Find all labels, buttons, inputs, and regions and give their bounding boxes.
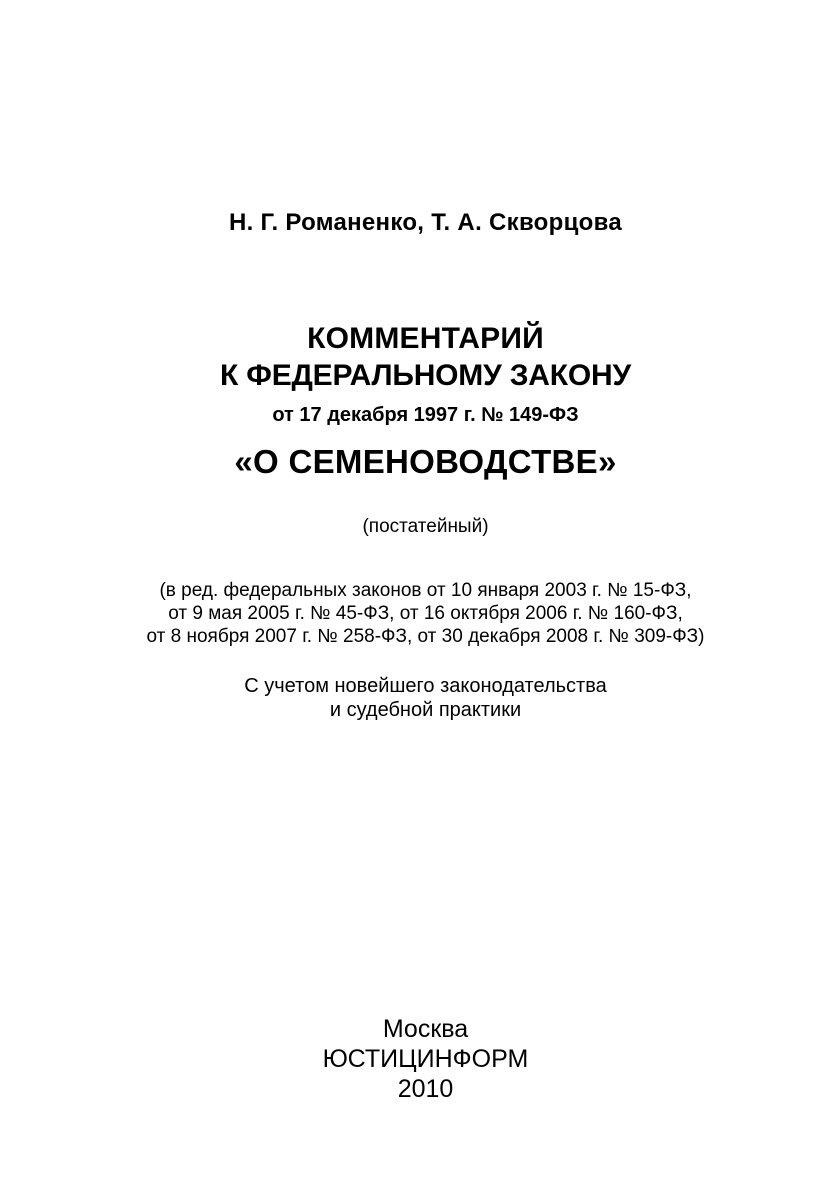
law-date: от 17 декабря 1997 г. № 149-ФЗ: [272, 404, 579, 426]
edition-line-2: от 9 мая 2005 г. № 45-ФЗ, от 16 октября 2006 г. № 160-ФЗ,: [168, 603, 683, 624]
note-line-1: С учетом новейшего законодательства: [244, 675, 607, 697]
imprint-publisher: ЮСТИЦИНФОРМ: [322, 1045, 529, 1073]
authors: Н. Г. Романенко, Т. А. Скворцова: [228, 209, 623, 236]
commentary-type: (постатейный): [362, 516, 489, 537]
edition-line-1: (в ред. федеральных законов от 10 января 2003 г. № 15-ФЗ,: [159, 580, 692, 601]
edition-line-3: от 8 ноября 2007 г. № 258-ФЗ, от 30 декабря 2008 г. № 309-ФЗ): [146, 626, 705, 647]
title-line-1: КОММЕНТАРИЙ: [307, 322, 544, 355]
imprint-city: Москва: [382, 1015, 469, 1043]
imprint-year: 2010: [397, 1075, 454, 1103]
note-line-2: и судебной практики: [329, 699, 522, 721]
law-name: «О СЕМЕНОВОДСТВЕ»: [234, 443, 617, 480]
title-line-2: К ФЕДЕРАЛЬНОМУ ЗАКОНУ: [220, 359, 631, 392]
